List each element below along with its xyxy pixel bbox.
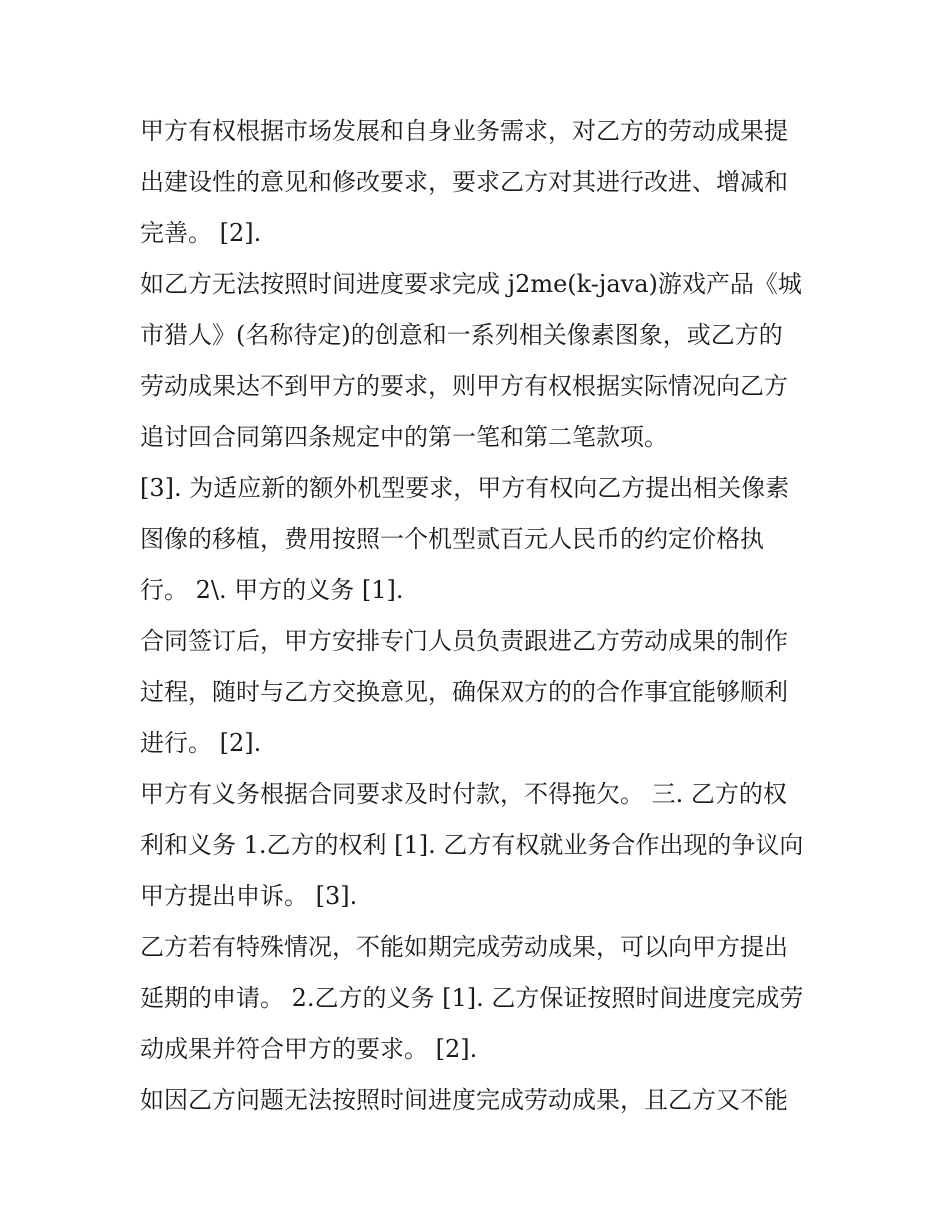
text-line: 进行。 [2].	[140, 729, 262, 757]
text-line: 延期的申请。 2.乙方的义务 [1]. 乙方保证按照时间进度完成劳	[140, 984, 804, 1012]
text-line: 如因乙方问题无法按照时间进度完成劳动成果，且乙方又不能	[140, 1086, 788, 1114]
text-line: 甲方提出申诉。 [3].	[140, 882, 358, 910]
text-line: 如乙方无法按照时间进度要求完成 j2me(k-java)游戏产品《城	[140, 270, 802, 298]
document-body	[140, 106, 815, 1126]
text-line: 市猎人》(名称待定)的创意和一系列相关像素图象，或乙方的	[140, 321, 783, 349]
text-line: 利和义务 1.乙方的权利 [1]. 乙方有权就业务合作出现的争议向	[140, 831, 804, 859]
text-line: 动成果并符合甲方的要求。 [2].	[140, 1035, 478, 1063]
text-line: 甲方有义务根据合同要求及时付款，不得拖欠。 三. 乙方的权	[140, 780, 787, 808]
text-line: 甲方有权根据市场发展和自身业务需求，对乙方的劳动成果提	[140, 117, 788, 145]
text-line: 追讨回合同第四条规定中的第一笔和第二笔款项。	[140, 423, 668, 451]
text-line: [3]. 为适应新的额外机型要求，甲方有权向乙方提出相关像素	[140, 474, 790, 502]
text-line: 乙方若有特殊情况，不能如期完成劳动成果，可以向甲方提出	[140, 933, 788, 961]
text-line: 合同签订后，甲方安排专门人员负责跟进乙方劳动成果的制作	[140, 627, 788, 655]
text-line: 过程，随时与乙方交换意见，确保双方的的合作事宜能够顺利	[140, 678, 788, 706]
text-line: 行。 2\. 甲方的义务 [1].	[140, 576, 404, 604]
text-line: 完善。 [2].	[140, 219, 262, 247]
text-line: 图像的移植，费用按照一个机型贰百元人民币的约定价格执	[140, 525, 764, 553]
text-line: 出建设性的意见和修改要求，要求乙方对其进行改进、增减和	[140, 168, 788, 196]
text-line: 劳动成果达不到甲方的要求，则甲方有权根据实际情况向乙方	[140, 372, 788, 400]
